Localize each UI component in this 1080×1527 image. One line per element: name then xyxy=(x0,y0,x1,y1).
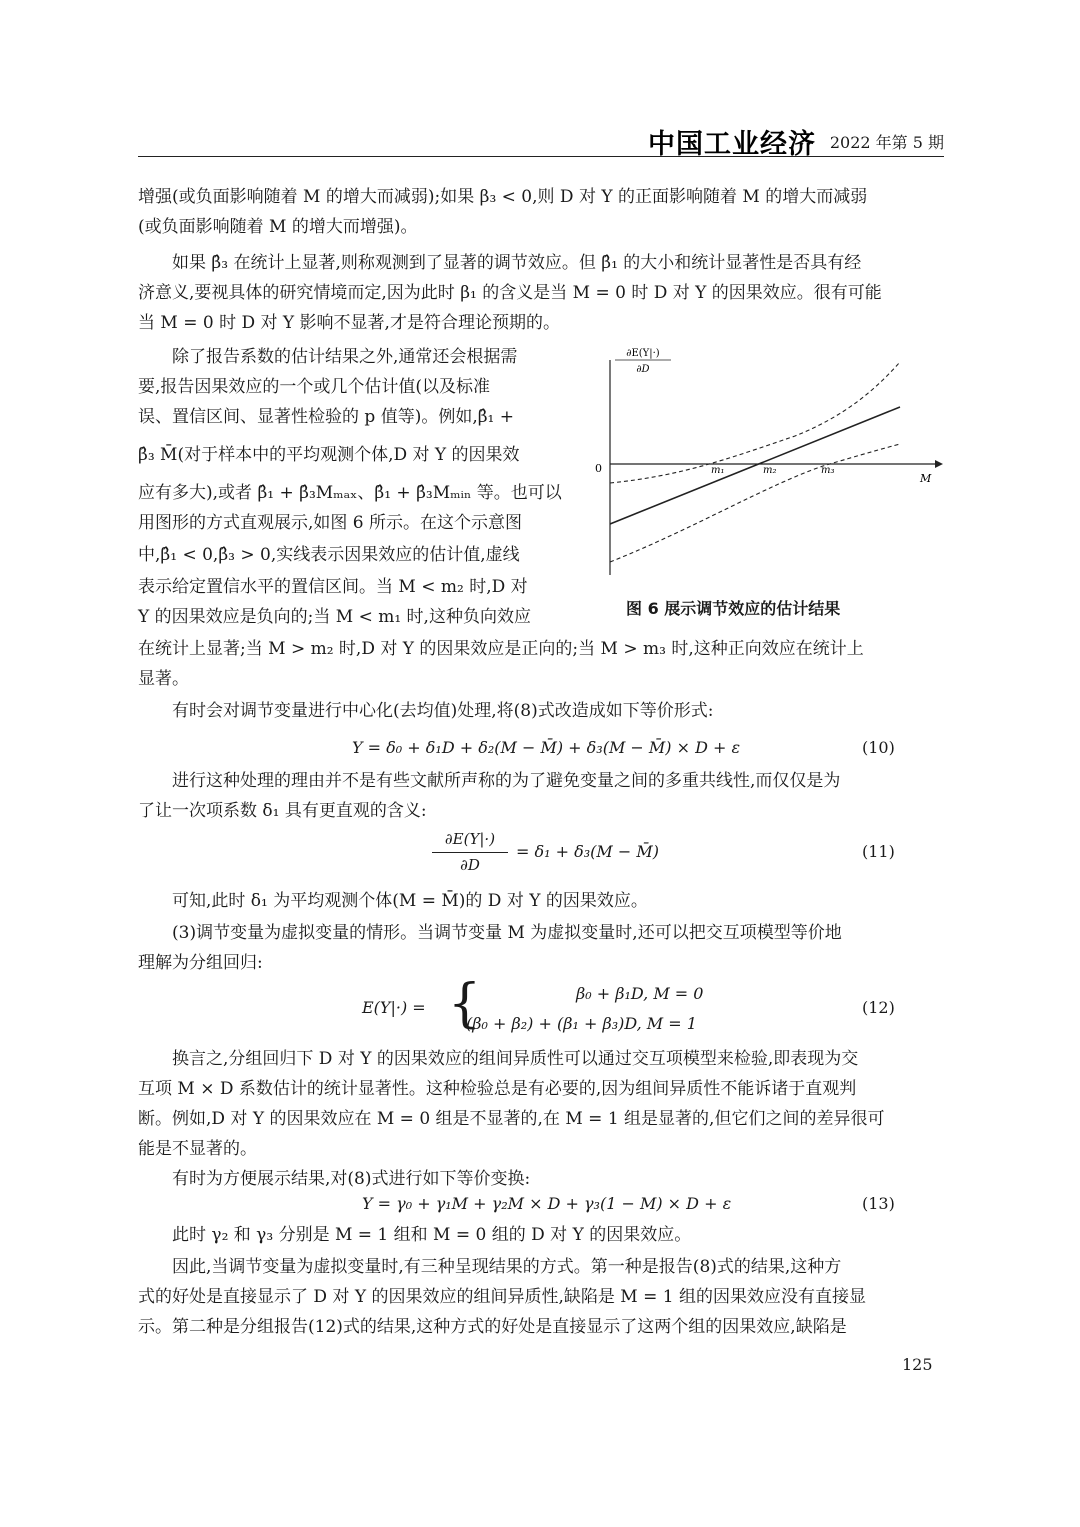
paragraph-line: 如果 β̂₃ 在统计上显著,则称观测到了显著的调节效应。但 β̂₁ 的大小和统计显著性是否具有经 xyxy=(172,253,862,273)
paragraph-line: 显著。 xyxy=(138,669,189,689)
paragraph-line: 误、置信区间、显著性检验的 p 值等)。例如,β̂₁ + xyxy=(138,407,515,427)
paragraph-line: 济意义,要视具体的研究情境而定,因为此时 β₁ 的含义是当 M = 0 时 D 对 Y 的因果效应。很有可能 xyxy=(138,283,882,303)
paragraph-line: 有时为方便展示结果,对(8)式进行如下等价变换: xyxy=(172,1169,531,1189)
m1-label: m₁ xyxy=(711,465,725,476)
y-label-numerator: ∂E(Y|·) xyxy=(626,348,660,359)
fraction-bar xyxy=(432,852,508,853)
case-m1: (β₀ + β₂) + (β₁ + β₃)D, M = 1 xyxy=(466,1014,697,1033)
equation-rhs: = δ₁ + δ₃(M − M̄) xyxy=(516,842,659,861)
paragraph-line: 互项 M × D 系数估计的统计显著性。这种检验总是有必要的,因为组间异质性不能诉诸于直观判 xyxy=(138,1079,857,1099)
paragraph-line: 进行这种处理的理由并不是有些文献所声称的为了避免变量之间的多重共线性,而仅仅是为 xyxy=(172,771,841,791)
x-label: M xyxy=(920,472,932,485)
paragraph-line: (或负面影响随着 M 的增大而增强)。 xyxy=(138,217,418,237)
paragraph-line: β̂₃ M̄(对于样本中的平均观测个体,D 对 Y 的因果效 xyxy=(138,445,520,465)
fraction-numerator: ∂E(Y|·) xyxy=(444,830,496,848)
journal-title: 中国工业经济 xyxy=(648,129,816,160)
figure-caption: 图 6 展示调节效应的估计结果 xyxy=(626,599,841,618)
paragraph-line: 在统计上显著;当 M > m₂ 时,D 对 Y 的因果效应是正向的;当 M > m₃ 时,这种正向效应在统计上 xyxy=(138,639,864,659)
paragraph-line: Y 的因果效应是负向的;当 M < m₁ 时,这种负向效应 xyxy=(138,607,531,627)
figure-6-plot xyxy=(585,340,945,590)
equation-13: Y = γ₀ + γ₁M + γ₂M × D + γ₃(1 − M) × D + ε xyxy=(362,1194,732,1213)
issue-label: 2022 年第 5 期 xyxy=(829,133,944,152)
y-label-denominator: ∂D xyxy=(636,364,650,375)
paragraph-line: 要,报告因果效应的一个或几个估计值(以及标准 xyxy=(138,377,491,397)
equation-11 xyxy=(430,830,670,882)
paragraph-line: 增强(或负面影响随着 M 的增大而减弱);如果 β₃ < 0,则 D 对 Y 的正面影响随着 M 的增大而减弱 xyxy=(138,187,868,207)
paragraph-line: 应有多大),或者 β̂₁ + β̂₃Mₘₐₓ、β̂₁ + β̂₃Mₘᵢₙ 等。也可以 xyxy=(138,483,562,503)
equation-number: (12) xyxy=(862,998,895,1017)
equation-number: (13) xyxy=(862,1194,895,1213)
equation-12 xyxy=(362,974,742,1038)
figure-6 xyxy=(585,340,945,594)
paragraph-line: 断。例如,D 对 Y 的因果效应在 M = 0 组是不显著的,在 M = 1 组是显著的,但它们之间的差异很可 xyxy=(138,1109,885,1129)
brace: { xyxy=(448,974,482,1034)
paragraph-line: 用图形的方式直观展示,如图 6 所示。在这个示意图 xyxy=(138,513,523,533)
case-m0: β₀ + β₁D, M = 0 xyxy=(576,984,704,1003)
paragraph-line: 了让一次项系数 δ₁ 具有更直观的含义: xyxy=(138,801,427,821)
paragraph-line: 示。第二种是分组报告(12)式的结果,这种方式的好处是直接显示了这两个组的因果效应,缺陷是 xyxy=(138,1317,847,1337)
paragraph-line: 能是不显著的。 xyxy=(138,1139,257,1159)
equation-number: (10) xyxy=(862,738,895,757)
paragraph-line: 当 M = 0 时 D 对 Y 影响不显著,才是符合理论预期的。 xyxy=(138,313,560,333)
equation-lhs: E(Y|·) = xyxy=(362,998,426,1017)
paragraph-line: 此时 γ₂ 和 γ₃ 分别是 M = 1 组和 M = 0 组的 D 对 Y 的因果效应。 xyxy=(172,1225,692,1245)
paragraph-line: 表示给定置信水平的置信区间。当 M < m₂ 时,D 对 xyxy=(138,577,528,597)
m3-label: m₃ xyxy=(821,465,835,476)
paragraph-line: 因此,当调节变量为虚拟变量时,有三种呈现结果的方式。第一种是报告(8)式的结果,这种方 xyxy=(172,1257,842,1277)
paragraph-line: 除了报告系数的估计结果之外,通常还会根据需 xyxy=(172,347,518,367)
page-number: 125 xyxy=(902,1355,933,1374)
origin-label: 0 xyxy=(595,462,602,475)
page-header xyxy=(138,122,944,158)
paragraph-line: 中,β̂₁ < 0,β̂₃ > 0,实线表示因果效应的估计值,虚线 xyxy=(138,545,520,565)
fraction-denominator: ∂D xyxy=(460,856,480,874)
paragraph-line: (3)调节变量为虚拟变量的情形。当调节变量 M 为虚拟变量时,还可以把交互项模型等价地 xyxy=(172,923,842,943)
x-axis-arrow xyxy=(935,460,943,468)
equation-number: (11) xyxy=(862,842,895,861)
paragraph-line: 理解为分组回归: xyxy=(138,953,263,973)
equation-10: Y = δ₀ + δ₁D + δ₂(M − M̄) + δ₃(M − M̄) × D + ε xyxy=(352,738,741,757)
paragraph-line: 可知,此时 δ₁ 为平均观测个体(M = M̄)的 D 对 Y 的因果效应。 xyxy=(172,891,648,911)
paragraph-line: 式的好处是直接显示了 D 对 Y 的因果效应的组间异质性,缺陷是 M = 1 组的因果效应没有直接显 xyxy=(138,1287,866,1307)
header-rule xyxy=(138,156,944,157)
paragraph-line: 换言之,分组回归下 D 对 Y 的因果效应的组间异质性可以通过交互项模型来检验,即表现为交 xyxy=(172,1049,859,1069)
m2-label: m₂ xyxy=(763,465,777,476)
paragraph-line: 有时会对调节变量进行中心化(去均值)处理,将(8)式改造成如下等价形式: xyxy=(172,701,714,721)
estimate-line xyxy=(610,407,900,524)
lower-confidence-bound xyxy=(610,444,900,562)
